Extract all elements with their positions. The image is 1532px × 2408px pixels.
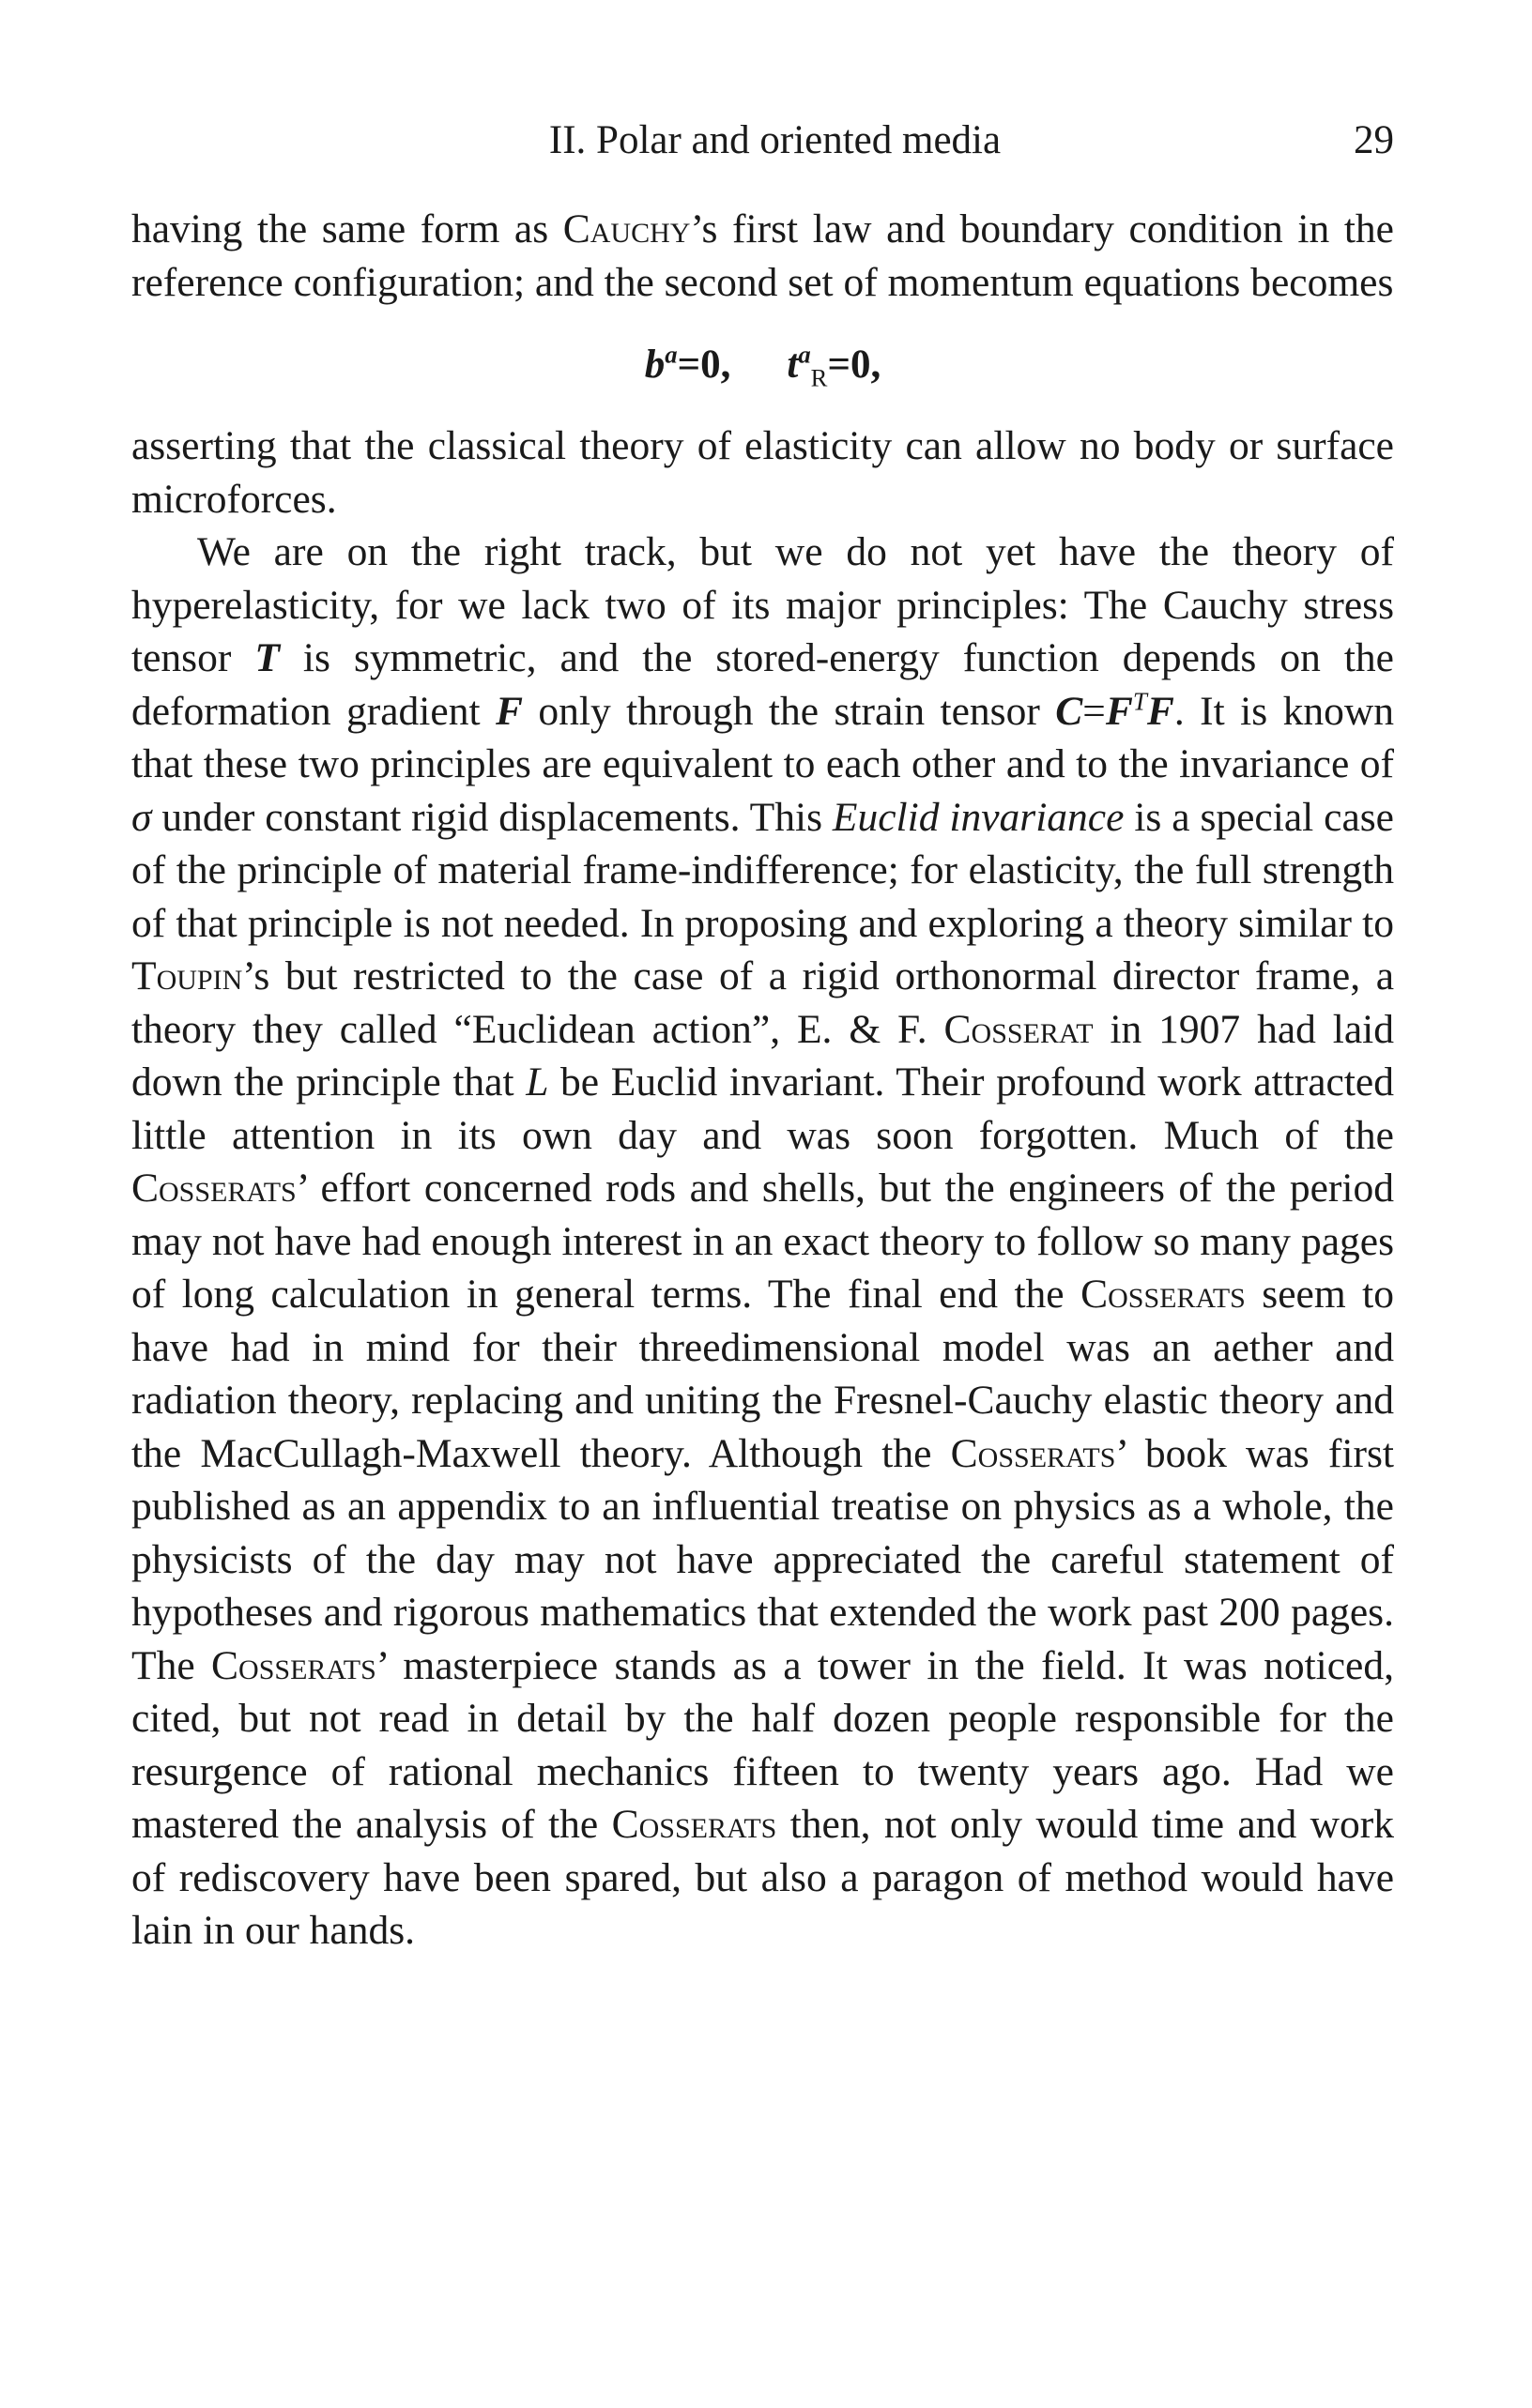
author-name: Toupin	[131, 953, 243, 998]
author-name: Cauchy	[562, 206, 691, 251]
math-symbol: F	[1146, 688, 1174, 734]
author-name: Cosserats	[211, 1642, 376, 1688]
math-symbol: F	[1105, 688, 1133, 734]
page-number: 29	[1354, 118, 1394, 162]
running-title: II. Polar and oriented media	[548, 118, 1002, 162]
paragraph-1: having the same form as Cauchy’s first law and boundary condition in the reference configuration; and the second set of momentum equations becomes	[131, 206, 1394, 305]
emphasis: Euclid invariance	[832, 794, 1125, 840]
author-name: Cosserat	[943, 1006, 1094, 1052]
math-symbol: C	[1055, 688, 1083, 734]
math-symbol: L	[526, 1059, 549, 1105]
author-name: Cosserats	[611, 1802, 777, 1847]
author-name: Cosserats	[1080, 1272, 1246, 1317]
math-symbol: T	[254, 635, 280, 680]
book-page	[131, 111, 1394, 1958]
paragraph-3: We are on the right track, but we do not yet have the theory of hyperelasticity, for we lack two of its major principles: The Cauchy stress tensor T is symmetric, and the stored-energy function depends on the deformation gradient F only through the strain tensor $C=F^TF$. It is known that these two principles are equivalent to each other and to the invariance of σ under constant rigid displacements. This Euclid invariance is a special case of the principle of material frame-indifference; for elasticity, the full strength of that principle is not needed. In proposing and exploring a theory similar to Toupin’s but restricted to the case of a rigid orthonormal director frame, a theory they called “Euclidean action”, E. & F. Cosserat in 1907 had laid down the principle that L be Euclid invariant. Their profound work attracted little attention in its own day and was soon forgotten. Much of the Cosserats’ effort concerned rods and shells, but the engineers of the period may not have had enough interest in an exact theory to follow so many pages of long calculation in general terms. The final end the Cosserats seem to have had in mind for their threedimensional model was an aether and radiation theory, replacing and uniting the Fresnel-Cauchy elastic theory and the MacCullagh-Maxwell theory. Although the Cosserats’ book was first published as an appendix to an influential treatise on physics as a whole, the physicists of the day may not have appreciated the careful statement of hypotheses and rigorous mathematics that extended the work past 200 pages. The Cosserats’ masterpiece stands as a tower in the field. It was noticed, cited, but not read in detail by the half dozen people responsible for the resurgence of rational mechanics fifteen to twenty years ago. Had we mastered the analysis of the Cosserats then, not only would time and work of rediscovery have been spared, but also a paragon of method would have lain in our hands.	[131, 529, 1395, 1953]
display-equation: $b^a=0$, $t^a_R=0$,	[644, 340, 881, 392]
body-text	[131, 203, 1394, 1958]
author-name: Cosserats	[131, 1166, 297, 1211]
math-symbol: F	[495, 688, 523, 734]
running-head	[131, 111, 1394, 171]
math-symbol: σ	[131, 794, 152, 840]
paragraph-2: asserting that the classical theory of elasticity can allow no body or surface microforces.	[131, 423, 1394, 522]
author-name: Cosserats	[950, 1430, 1116, 1476]
